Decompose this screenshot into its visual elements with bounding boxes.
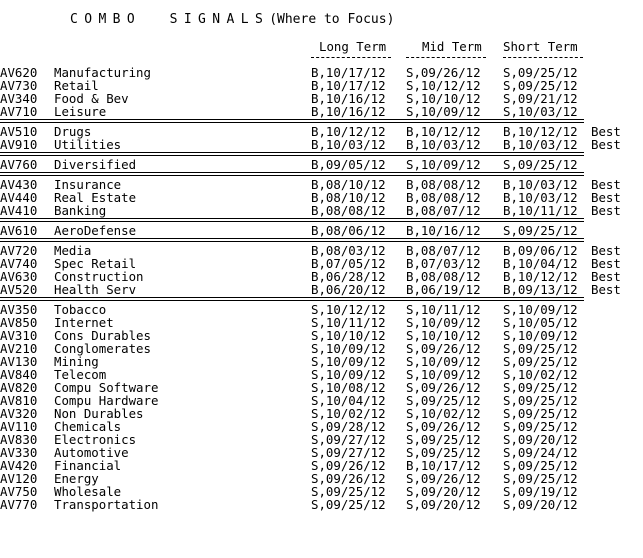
short-term-signal: S,09/25/12 [503, 458, 578, 473]
sector-name: Food & Bev [54, 91, 129, 106]
sector-code: AV840 [0, 367, 38, 382]
short-term-signal: S,09/25/12 [503, 380, 578, 395]
sector-code: AV770 [0, 497, 38, 512]
short-term-signal: S,09/25/12 [503, 223, 578, 238]
sector-name: Banking [54, 203, 107, 218]
column-underline-mid [406, 57, 486, 58]
mid-term-signal: B,10/12/12 [406, 124, 481, 139]
short-term-signal: B,10/03/12 [503, 177, 578, 192]
sector-code: AV110 [0, 419, 38, 434]
short-term-signal: B,09/06/12 [503, 243, 578, 258]
long-term-signal: B,06/20/12 [311, 282, 386, 297]
sector-code: AV340 [0, 91, 38, 106]
sector-code: AV430 [0, 177, 38, 192]
sector-code: AV630 [0, 269, 38, 284]
sector-code: AV810 [0, 393, 38, 408]
column-header-mid-term: Mid Term [422, 39, 482, 54]
long-term-signal: B,08/10/12 [311, 177, 386, 192]
long-term-signal: B,08/08/12 [311, 203, 386, 218]
long-term-signal: B,07/05/12 [311, 256, 386, 271]
sector-code: AV910 [0, 137, 38, 152]
mid-term-signal: S,10/10/12 [406, 91, 481, 106]
short-term-signal: S,09/25/12 [503, 341, 578, 356]
sector-name: Leisure [54, 104, 107, 119]
mid-term-signal: S,09/26/12 [406, 419, 481, 434]
mid-term-signal: B,06/19/12 [406, 282, 481, 297]
short-term-signal: S,09/25/12 [503, 406, 578, 421]
short-term-signal: S,09/19/12 [503, 484, 578, 499]
sector-code: AV410 [0, 203, 38, 218]
sector-name: Automotive [54, 445, 129, 460]
sector-name: Media [54, 243, 92, 258]
sector-code: AV120 [0, 471, 38, 486]
long-term-signal: S,09/27/12 [311, 432, 386, 447]
mid-term-signal: S,10/09/12 [406, 315, 481, 330]
sector-code: AV440 [0, 190, 38, 205]
long-term-signal: B,10/16/12 [311, 91, 386, 106]
mid-term-signal: S,09/25/12 [406, 445, 481, 460]
group-separator [0, 152, 584, 156]
short-term-signal: S,09/25/12 [503, 78, 578, 93]
sector-code: AV720 [0, 243, 38, 258]
long-term-signal: S,10/02/12 [311, 406, 386, 421]
sector-code: AV620 [0, 65, 38, 80]
long-term-signal: B,08/06/12 [311, 223, 386, 238]
column-underline-short [503, 57, 583, 58]
mid-term-signal: S,09/20/12 [406, 484, 481, 499]
short-term-signal: B,09/13/12 [503, 282, 578, 297]
sector-code: AV320 [0, 406, 38, 421]
mid-term-signal: S,09/26/12 [406, 65, 481, 80]
long-term-signal: S,09/26/12 [311, 458, 386, 473]
sector-name: Mining [54, 354, 99, 369]
mid-term-signal: B,07/03/12 [406, 256, 481, 271]
column-header-long-term: Long Term [319, 39, 387, 54]
long-term-signal: S,09/25/12 [311, 484, 386, 499]
long-term-signal: B,06/28/12 [311, 269, 386, 284]
long-term-signal: S,10/11/12 [311, 315, 386, 330]
sector-name: Insurance [54, 177, 122, 192]
sector-code: AV610 [0, 223, 38, 238]
group-separator [0, 238, 584, 242]
sector-name: Construction [54, 269, 144, 284]
group-separator [0, 297, 584, 301]
mid-term-signal: B,10/17/12 [406, 458, 481, 473]
sector-code: AV130 [0, 354, 38, 369]
mid-term-signal: S,10/12/12 [406, 78, 481, 93]
best-flag: Best [591, 124, 621, 139]
long-term-signal: B,10/03/12 [311, 137, 386, 152]
sector-name: Internet [54, 315, 114, 330]
sector-code: AV350 [0, 302, 38, 317]
sector-code: AV310 [0, 328, 38, 343]
sector-name: AeroDefense [54, 223, 137, 238]
mid-term-signal: S,09/25/12 [406, 432, 481, 447]
group-separator [0, 172, 584, 176]
mid-term-signal: S,10/11/12 [406, 302, 481, 317]
report-title-main: COMBO SIGNALS [70, 12, 270, 27]
sector-name: Tobacco [54, 302, 107, 317]
short-term-signal: S,10/03/12 [503, 104, 578, 119]
short-term-signal: S,10/05/12 [503, 315, 578, 330]
mid-term-signal: B,08/08/12 [406, 269, 481, 284]
mid-term-signal: S,09/20/12 [406, 497, 481, 512]
short-term-signal: B,10/04/12 [503, 256, 578, 271]
short-term-signal: S,09/25/12 [503, 65, 578, 80]
short-term-signal: S,09/20/12 [503, 432, 578, 447]
sector-name: Electronics [54, 432, 137, 447]
sector-name: Financial [54, 458, 122, 473]
mid-term-signal: B,10/16/12 [406, 223, 481, 238]
best-flag: Best [591, 203, 621, 218]
short-term-signal: S,10/09/12 [503, 302, 578, 317]
short-term-signal: B,10/03/12 [503, 137, 578, 152]
long-term-signal: B,10/17/12 [311, 65, 386, 80]
sector-name: Energy [54, 471, 99, 486]
mid-term-signal: S,10/10/12 [406, 328, 481, 343]
mid-term-signal: S,10/09/12 [406, 104, 481, 119]
short-term-signal: B,10/11/12 [503, 203, 578, 218]
long-term-signal: S,10/09/12 [311, 367, 386, 382]
sector-code: AV710 [0, 104, 38, 119]
sector-name: Transportation [54, 497, 159, 512]
mid-term-signal: S,09/26/12 [406, 341, 481, 356]
short-term-signal: S,09/21/12 [503, 91, 578, 106]
sector-name: Wholesale [54, 484, 122, 499]
mid-term-signal: B,08/08/12 [406, 190, 481, 205]
sector-name: Retail [54, 78, 99, 93]
sector-name: Health Serv [54, 282, 137, 297]
short-term-signal: S,09/25/12 [503, 354, 578, 369]
best-flag: Best [591, 177, 621, 192]
sector-code: AV830 [0, 432, 38, 447]
sector-name: Spec Retail [54, 256, 137, 271]
sector-code: AV760 [0, 157, 38, 172]
short-term-signal: B,10/03/12 [503, 190, 578, 205]
column-header-short-term: Short Term [503, 39, 578, 54]
short-term-signal: S,09/25/12 [503, 419, 578, 434]
long-term-signal: B,10/16/12 [311, 104, 386, 119]
mid-term-signal: B,08/07/12 [406, 243, 481, 258]
group-separator [0, 218, 584, 222]
long-term-signal: S,09/27/12 [311, 445, 386, 460]
best-flag: Best [591, 256, 621, 271]
long-term-signal: S,09/28/12 [311, 419, 386, 434]
best-flag: Best [591, 269, 621, 284]
long-term-signal: S,10/08/12 [311, 380, 386, 395]
mid-term-signal: S,10/09/12 [406, 157, 481, 172]
long-term-signal: B,08/10/12 [311, 190, 386, 205]
short-term-signal: B,10/12/12 [503, 269, 578, 284]
sector-code: AV850 [0, 315, 38, 330]
sector-name: Compu Hardware [54, 393, 159, 408]
sector-name: Drugs [54, 124, 92, 139]
report-title-suffix: (Where to Focus) [269, 12, 395, 27]
mid-term-signal: S,10/09/12 [406, 367, 481, 382]
sector-name: Compu Software [54, 380, 159, 395]
short-term-signal: S,09/20/12 [503, 497, 578, 512]
sector-code: AV210 [0, 341, 38, 356]
mid-term-signal: B,08/08/12 [406, 177, 481, 192]
short-term-signal: S,10/09/12 [503, 328, 578, 343]
best-flag: Best [591, 190, 621, 205]
sector-name: Utilities [54, 137, 122, 152]
column-underline-long [311, 57, 391, 58]
short-term-signal: S,09/25/12 [503, 471, 578, 486]
short-term-signal: S,09/24/12 [503, 445, 578, 460]
sector-code: AV820 [0, 380, 38, 395]
short-term-signal: S,09/25/12 [503, 157, 578, 172]
sector-code: AV740 [0, 256, 38, 271]
sector-name: Conglomerates [54, 341, 151, 356]
sector-code: AV510 [0, 124, 38, 139]
mid-term-signal: S,09/26/12 [406, 380, 481, 395]
group-separator [0, 119, 584, 123]
long-term-signal: S,10/04/12 [311, 393, 386, 408]
long-term-signal: S,09/25/12 [311, 497, 386, 512]
sector-code: AV750 [0, 484, 38, 499]
sector-code: AV520 [0, 282, 38, 297]
sector-name: Manufacturing [54, 65, 151, 80]
best-flag: Best [591, 243, 621, 258]
mid-term-signal: B,10/03/12 [406, 137, 481, 152]
mid-term-signal: S,09/25/12 [406, 393, 481, 408]
long-term-signal: B,10/12/12 [311, 124, 386, 139]
short-term-signal: S,10/02/12 [503, 367, 578, 382]
sector-name: Real Estate [54, 190, 137, 205]
long-term-signal: S,09/26/12 [311, 471, 386, 486]
long-term-signal: B,10/17/12 [311, 78, 386, 93]
long-term-signal: S,10/09/12 [311, 354, 386, 369]
report-title [70, 13, 394, 26]
long-term-signal: B,08/03/12 [311, 243, 386, 258]
best-flag: Best [591, 137, 621, 152]
mid-term-signal: S,10/09/12 [406, 354, 481, 369]
mid-term-signal: B,08/07/12 [406, 203, 481, 218]
sector-name: Non Durables [54, 406, 144, 421]
sector-code: AV420 [0, 458, 38, 473]
best-flag: Best [591, 282, 621, 297]
long-term-signal: S,10/10/12 [311, 328, 386, 343]
short-term-signal: B,10/12/12 [503, 124, 578, 139]
sector-name: Chemicals [54, 419, 122, 434]
sector-code: AV730 [0, 78, 38, 93]
sector-code: AV330 [0, 445, 38, 460]
mid-term-signal: S,10/02/12 [406, 406, 481, 421]
long-term-signal: S,10/12/12 [311, 302, 386, 317]
sector-name: Cons Durables [54, 328, 151, 343]
sector-name: Telecom [54, 367, 107, 382]
sector-name: Diversified [54, 157, 137, 172]
short-term-signal: S,09/25/12 [503, 393, 578, 408]
long-term-signal: S,10/09/12 [311, 341, 386, 356]
long-term-signal: B,09/05/12 [311, 157, 386, 172]
mid-term-signal: S,09/26/12 [406, 471, 481, 486]
